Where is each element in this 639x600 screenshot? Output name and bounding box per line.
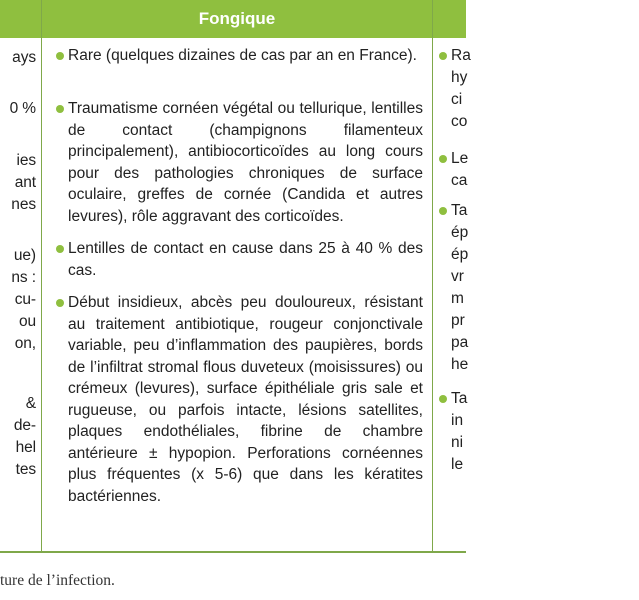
right-fragment: Ta	[451, 390, 468, 407]
footer-text: ture de l’infection.	[0, 572, 115, 589]
left-fragment: ou	[18, 313, 36, 330]
right-fragment: hy	[451, 69, 468, 86]
right-fragment: Ra	[451, 47, 471, 64]
left-fragment: hel	[15, 439, 36, 456]
bullet-icon	[439, 395, 447, 403]
right-fragment: ci	[451, 91, 463, 108]
right-fragment: m	[451, 290, 464, 307]
right-fragment: pa	[451, 334, 469, 351]
left-fragment: ue)	[13, 247, 36, 264]
list-item	[68, 98, 423, 227]
right-fragment: Le	[451, 150, 469, 167]
left-column-clipped	[0, 38, 40, 550]
right-column-clipped	[433, 38, 471, 550]
bullet-icon	[439, 207, 447, 215]
bullet-icon	[56, 52, 64, 60]
right-fragment: pr	[451, 312, 465, 329]
left-fragment: 0 %	[9, 100, 36, 117]
left-fragment: tes	[15, 461, 36, 478]
table-bottom-border	[0, 551, 466, 553]
left-fragment: nes	[11, 196, 36, 213]
list-item	[68, 238, 423, 281]
list-item-text: Début insidieux, abcès peu douloureux, résistant au traitement antibiotique, rougeur conjonctivale variable, peu d’inflammation des paupières, bords de l’infiltrat stromal flous duveteux (moisissures) ou crémeux (levures), surface épithéliale gris sale et rugueuse, ou parfois intacte, lésions satellites, plaques endothéliales, fibrine de chambre antérieure ± hypopion. Perforations cornéennes plus fréquentes (x 5-6) que dans les kératites bactériennes.	[68, 294, 423, 505]
list-item-text: Traumatisme cornéen végétal ou tellurique, lentilles de contact (champignons filamenteux principalement), antibiocorticoïdes au long cours pour des pathologies chroniques de surface oculaire, greffes de cornée (Candida et autres levures), rôle aggravant des corticoïdes.	[68, 100, 423, 225]
right-fragment: le	[451, 456, 464, 473]
left-fragment: ant	[14, 174, 36, 191]
right-fragment: ca	[451, 172, 468, 189]
column-header-fongique: Fongique	[198, 9, 276, 28]
list-item	[68, 292, 423, 507]
list-item	[68, 45, 423, 67]
left-fragment: &	[25, 395, 36, 412]
left-fragment: on,	[14, 335, 36, 352]
table-header-row	[0, 0, 466, 38]
right-fragment: ép	[451, 246, 469, 263]
left-fragment: cu-	[14, 291, 36, 308]
bullet-icon	[56, 245, 64, 253]
list-item-text: Rare (quelques dizaines de cas par an en France).	[68, 47, 417, 64]
left-fragment: de-	[13, 417, 36, 434]
right-fragment: vr	[451, 268, 464, 285]
fongique-column	[42, 38, 432, 550]
right-fragment: in	[451, 412, 464, 429]
list-item-text: Lentilles de contact en cause dans 25 à 40 % des cas.	[68, 240, 423, 279]
right-fragment: ép	[451, 224, 469, 241]
bullet-icon	[56, 105, 64, 113]
bullet-icon	[56, 299, 64, 307]
right-fragment: co	[451, 113, 468, 130]
left-fragment: ays	[12, 49, 36, 66]
left-fragment: ns :	[11, 269, 36, 286]
left-fragment: ies	[16, 152, 36, 169]
right-fragment: he	[451, 356, 469, 373]
right-fragment: ni	[451, 434, 464, 451]
bullet-icon	[439, 52, 447, 60]
bullet-icon	[439, 155, 447, 163]
right-fragment: Ta	[451, 202, 468, 219]
